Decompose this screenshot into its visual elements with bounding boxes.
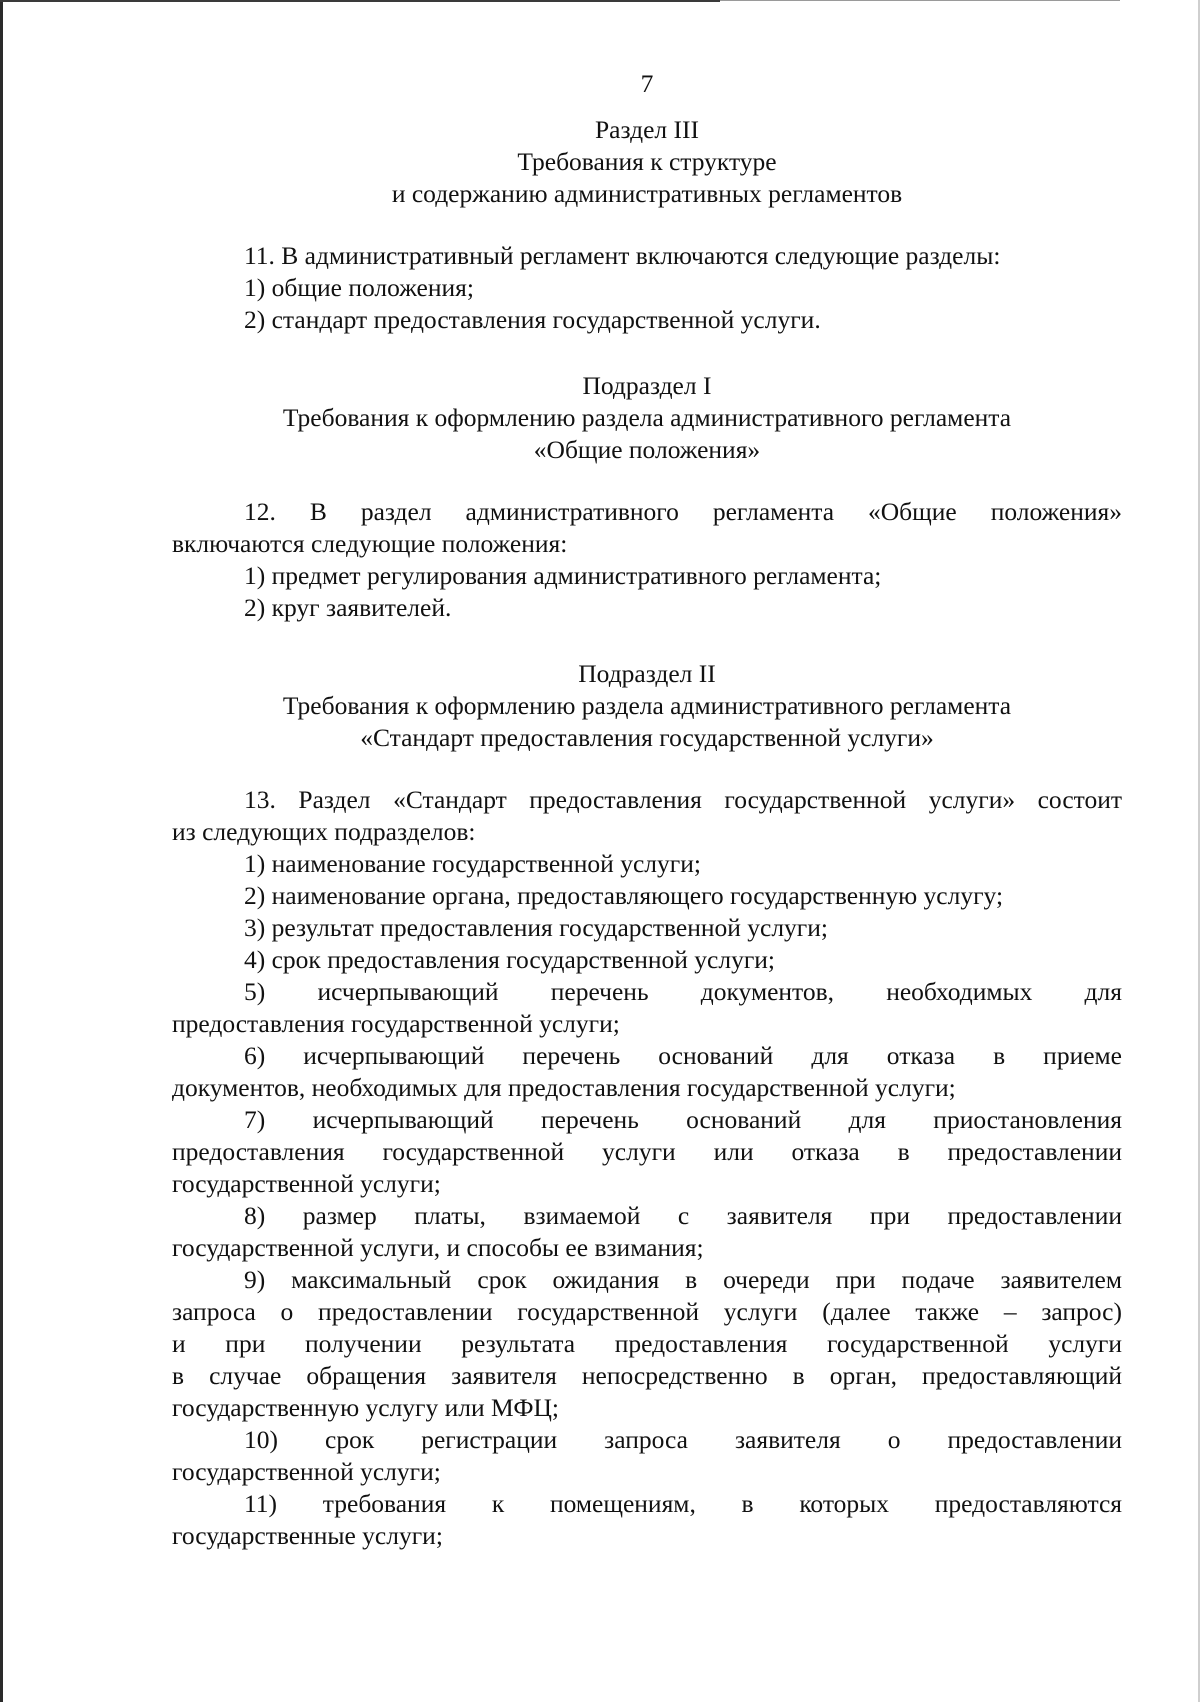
paragraph-12-item-1: 1) предмет регулирования административного регламента;	[244, 561, 882, 590]
paragraph-13-lead-line1: 13. Раздел «Стандарт предоставления государственной услуги» состоит	[244, 785, 1122, 814]
subsection-1-title: Подраздел I	[582, 371, 712, 400]
list-item-9-line3: и при получении результата предоставления государственной услуги	[172, 1329, 1122, 1358]
subsection-2-heading	[172, 658, 1122, 754]
list-item-5-line2: предоставления государственной услуги;	[172, 1009, 620, 1038]
paragraph-12-item-2: 2) круг заявителей.	[244, 593, 452, 622]
page-number: 7	[640, 69, 654, 98]
list-item-10-line1: 10) срок регистрации запроса заявителя о предоставлении	[244, 1425, 1122, 1454]
section-heading	[172, 114, 1122, 210]
list-item-3: 3) результат предоставления государственной услуги;	[244, 913, 828, 942]
paragraph-11	[172, 240, 1122, 336]
section-subtitle-line1: Требования к структуре	[517, 147, 777, 176]
list-item-7-line1: 7) исчерпывающий перечень оснований для приостановления	[244, 1105, 1122, 1134]
paragraph-12-lead-line1: 12. В раздел административного регламента «Общие положения»	[244, 497, 1122, 526]
paragraph-12-lead-line2: включаются следующие положения:	[172, 529, 568, 558]
list-item-8-line1: 8) размер платы, взимаемой с заявителя при предоставлении	[244, 1201, 1122, 1230]
list-item-9-line5: государственную услугу или МФЦ;	[172, 1393, 560, 1422]
subsection-1-subtitle-line2: «Общие положения»	[533, 435, 761, 464]
paragraph-13-lead-line2: из следующих подразделов:	[172, 817, 476, 846]
list-item-9-line1: 9) максимальный срок ожидания в очереди при подаче заявителем	[244, 1265, 1122, 1294]
list-item-6-line1: 6) исчерпывающий перечень оснований для отказа в приеме	[244, 1041, 1122, 1070]
list-item-6-line2: документов, необходимых для предоставления государственной услуги;	[172, 1073, 956, 1102]
list-item-2: 2) наименование органа, предоставляющего государственную услугу;	[244, 881, 1004, 910]
subsection-2-subtitle-line2: «Стандарт предоставления государственной услуги»	[360, 723, 934, 752]
list-item-8-line2: государственной услуги, и способы ее взимания;	[172, 1233, 704, 1262]
section-title: Раздел III	[595, 115, 699, 144]
list-item-1: 1) наименование государственной услуги;	[244, 849, 701, 878]
list-item-9-line2: запроса о предоставлении государственной услуги (далее также – запрос)	[172, 1297, 1122, 1326]
paragraph-12	[172, 496, 1122, 624]
scan-edge-top	[0, 0, 720, 2]
list-item-10-line2: государственной услуги;	[172, 1457, 441, 1486]
paragraph-11-item-1: 1) общие положения;	[244, 273, 474, 302]
list-item-9-line4: в случае обращения заявителя непосредственно в орган, предоставляющий	[172, 1361, 1122, 1390]
list-item-5-line1: 5) исчерпывающий перечень документов, необходимых для	[244, 977, 1122, 1006]
list-item-11-line1: 11) требования к помещениям, в которых предоставляются	[244, 1489, 1122, 1518]
list-item-4: 4) срок предоставления государственной услуги;	[244, 945, 776, 974]
subsection-1-heading	[172, 370, 1122, 466]
subsection-1-subtitle-line1: Требования к оформлению раздела административного регламента	[282, 403, 1012, 432]
document-content	[172, 68, 1122, 1552]
list-item-7-line2: предоставления государственной услуги или отказа в предоставлении	[172, 1137, 1122, 1166]
paragraph-11-lead: 11. В административный регламент включаются следующие разделы:	[244, 241, 1001, 270]
paragraph-13	[172, 784, 1122, 1552]
subsection-2-title: Подраздел II	[578, 659, 716, 688]
paragraph-11-item-2: 2) стандарт предоставления государственной услуги.	[244, 305, 821, 334]
section-subtitle-line2: и содержанию административных регламентов	[391, 179, 903, 208]
subsection-2-subtitle-line1: Требования к оформлению раздела административного регламента	[282, 691, 1012, 720]
scan-edge-top-faint	[720, 0, 1120, 1]
scan-edge-left	[0, 0, 3, 1702]
list-item-11-line2: государственные услуги;	[172, 1521, 443, 1550]
list-item-7-line3: государственной услуги;	[172, 1169, 441, 1198]
